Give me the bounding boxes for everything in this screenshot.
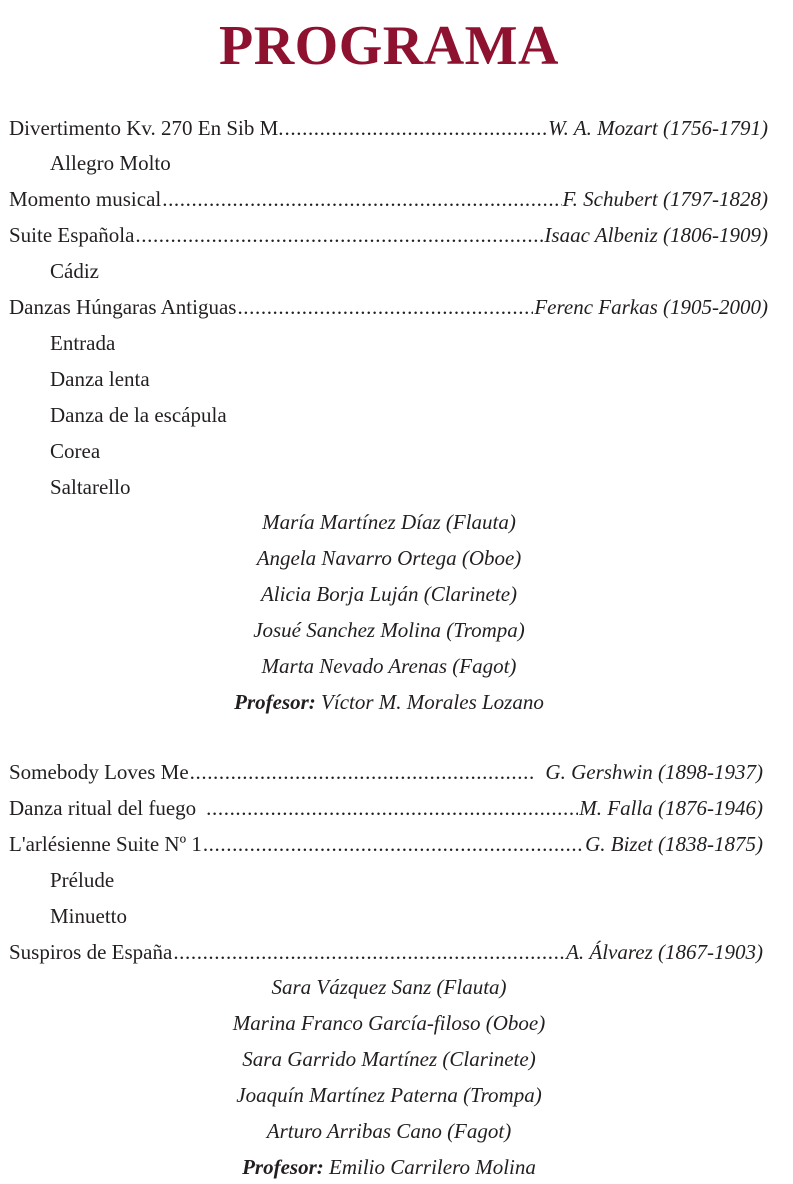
movement: Cádiz <box>50 259 99 283</box>
movement: Corea <box>50 439 101 463</box>
performer: Angela Navarro Ortega (Oboe) <box>256 546 522 570</box>
movement: Minuetto <box>50 904 127 928</box>
work-title: Somebody Loves Me <box>9 760 189 784</box>
work-title: Divertimento Kv. 270 En Sib M. <box>9 116 284 140</box>
performer: Alicia Borja Luján (Clarinete) <box>260 582 518 606</box>
movement: Danza de la escápula <box>50 403 227 427</box>
performer: Marta Nevado Arenas (Fagot) <box>261 654 517 678</box>
movement: Entrada <box>50 331 116 355</box>
professor-label: Profesor: <box>242 1155 324 1179</box>
work-title: L'arlésienne Suite Nº 1 <box>9 832 202 856</box>
professor-name: Víctor M. Morales Lozano <box>321 690 544 714</box>
program-entry <box>9 184 768 214</box>
work-title: Suite Española <box>9 223 135 247</box>
performer: Arturo Arribas Cano (Fagot) <box>266 1119 512 1143</box>
work-title: Suspiros de España <box>9 940 173 964</box>
professor-name: Emilio Carrilero Molina <box>329 1155 536 1179</box>
dot-leader <box>135 220 543 250</box>
dot-leader <box>173 937 565 967</box>
program-entry <box>9 793 763 823</box>
dot-leader <box>162 184 561 214</box>
movement: Danza lenta <box>50 367 150 391</box>
program-entry <box>9 292 768 322</box>
page-title: PROGRAMA <box>219 15 559 77</box>
program-entry <box>9 220 768 250</box>
movement: Prélude <box>50 868 115 892</box>
program-entry <box>9 829 763 859</box>
work-title: Danzas Húngaras Antiguas <box>9 295 237 319</box>
movement: Saltarello <box>50 475 131 499</box>
movement: Allegro Molto <box>50 151 171 175</box>
composer: M. Falla (1876-1946) <box>579 796 763 820</box>
composer: A. Álvarez (1867-1903) <box>566 940 763 964</box>
work-title: Momento musical <box>9 187 162 211</box>
program-entry <box>9 113 768 143</box>
composer: G. Gershwin (1898-1937) <box>545 760 763 784</box>
performer: Joaquín Martínez Paterna (Trompa) <box>236 1083 542 1107</box>
dot-leader <box>190 757 536 787</box>
dot-leader <box>285 113 548 143</box>
performer: Josué Sanchez Molina (Trompa) <box>253 618 525 642</box>
dot-leader <box>206 793 578 823</box>
composer: W. A. Mozart (1756-1791) <box>548 116 768 140</box>
performer: Sara Vázquez Sanz (Flauta) <box>271 975 507 999</box>
performer: Sara Garrido Martínez (Clarinete) <box>242 1047 536 1071</box>
professor-line <box>0 1152 778 1182</box>
composer: G. Bizet (1838-1875) <box>585 832 763 856</box>
performer: María Martínez Díaz (Flauta) <box>262 510 516 534</box>
performer: Marina Franco García-filoso (Oboe) <box>232 1011 546 1035</box>
composer: Ferenc Farkas (1905-2000) <box>534 295 768 319</box>
professor-label: Profesor: <box>234 690 316 714</box>
program-entry <box>9 757 763 787</box>
work-title: Danza ritual del fuego <box>9 796 197 820</box>
program-entry <box>9 937 763 967</box>
dot-leader <box>203 829 584 859</box>
composer: Isaac Albeniz (1806-1909) <box>544 223 768 247</box>
dot-leader <box>237 292 533 322</box>
professor-line <box>0 687 778 717</box>
composer: F. Schubert (1797-1828) <box>562 187 768 211</box>
